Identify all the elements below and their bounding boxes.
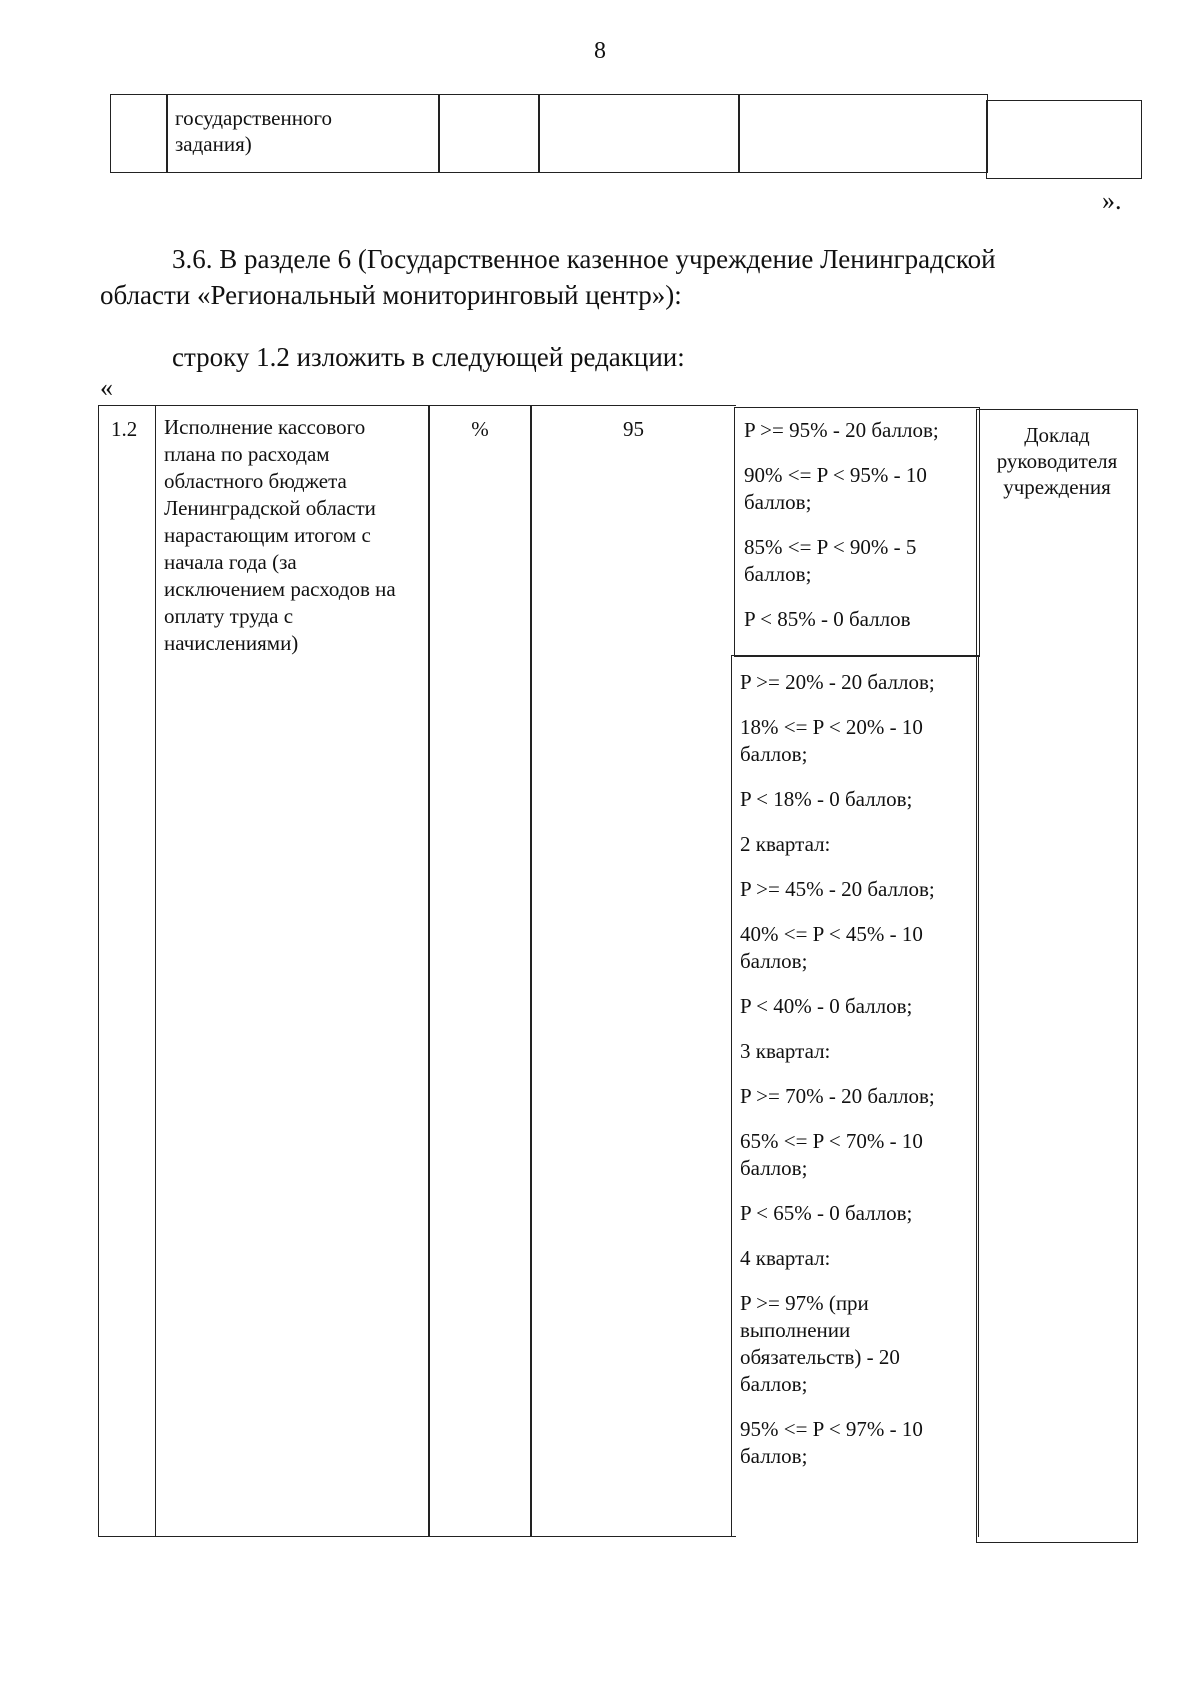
- row-unit-cell: [428, 405, 532, 1537]
- criteria-b-item: 40% <= P < 45% - 10 баллов;: [740, 922, 923, 973]
- criteria-b-item: 3 квартал:: [740, 1039, 831, 1063]
- criteria-b-item: 18% <= P < 20% - 10 баллов;: [740, 715, 923, 766]
- row-source-cell: [976, 409, 1138, 1543]
- section-para-line1: 3.6. В разделе 6 (Государственное казенное учреждение Ленинградской: [172, 244, 996, 274]
- top-table-cell-unit: [438, 94, 540, 173]
- criteria-b-item: 65% <= P < 70% - 10 баллов;: [740, 1129, 923, 1180]
- criteria-a-item: 85% <= P < 90% - 5 баллов;: [744, 535, 917, 586]
- criteria-b-item: P >= 70% - 20 баллов;: [740, 1084, 935, 1108]
- row-name-cell: [155, 405, 430, 1537]
- criteria-b-item: P >= 97% (при выполнении обязательств) - 20 баллов;: [740, 1291, 900, 1396]
- criteria-a-item: P >= 95% - 20 баллов;: [744, 418, 939, 442]
- section-instruction: строку 1.2 изложить в следующей редакции:: [172, 342, 685, 372]
- criteria-b-item: 4 квартал:: [740, 1246, 831, 1270]
- criteria-a-list: [744, 417, 964, 651]
- row-name: Исполнение кассового плана по расходам областного бюджета Ленинградской области нарастающим итогом с начала года (за исключением расходов на оплату труда с начислениями): [164, 415, 396, 655]
- criteria-b-list: [740, 669, 960, 1488]
- top-table-cell-text: государственного задания): [175, 106, 333, 156]
- criteria-b-item: P < 40% - 0 баллов;: [740, 994, 913, 1018]
- top-table-cell-num: [110, 94, 168, 173]
- row-target-cell: [530, 405, 736, 1537]
- row-target: 95: [623, 417, 644, 441]
- criteria-b-item: P >= 20% - 20 баллов;: [740, 670, 935, 694]
- top-table-cell-name: [166, 94, 440, 173]
- row-unit: %: [471, 417, 489, 441]
- page-number: 8: [594, 38, 606, 64]
- row-source: Доклад руководителя учреждения: [996, 423, 1118, 499]
- criteria-b-item: P < 65% - 0 баллов;: [740, 1201, 913, 1225]
- row-number: 1.2: [111, 417, 138, 441]
- section-para-line2: области «Региональный мониторинговый центр»):: [100, 280, 682, 310]
- closing-quote: ».: [1102, 186, 1122, 215]
- criteria-b-item: 95% <= P < 97% - 10 баллов;: [740, 1417, 923, 1468]
- row-number-cell: [98, 405, 156, 1537]
- criteria-a-item: P < 85% - 0 баллов: [744, 607, 911, 631]
- criteria-a-item: 90% <= P < 95% - 10 баллов;: [744, 463, 927, 514]
- criteria-b-item: P < 18% - 0 баллов;: [740, 787, 913, 811]
- open-quote: «: [100, 373, 113, 402]
- top-table-cell-target: [538, 94, 740, 173]
- criteria-b-item: 2 квартал:: [740, 832, 831, 856]
- top-table-cell-source: [986, 100, 1142, 179]
- criteria-b-item: P >= 45% - 20 баллов;: [740, 877, 935, 901]
- top-table-cell-criteria: [738, 94, 988, 173]
